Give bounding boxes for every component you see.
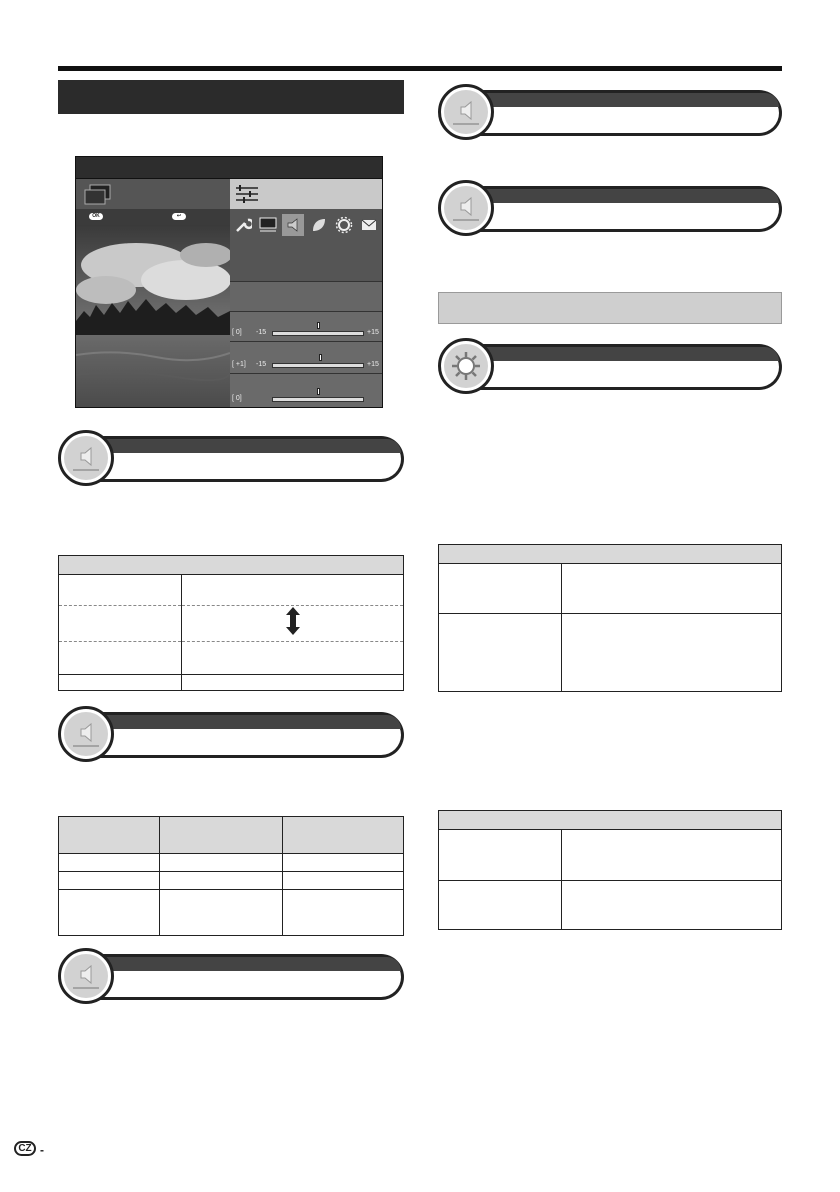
section-header-right-2 <box>438 180 782 240</box>
table-cell <box>283 872 404 890</box>
slider-2-min: -15 <box>256 361 267 368</box>
tv-menu-row-blank <box>230 281 382 311</box>
table-cell <box>182 575 404 605</box>
table-cell <box>562 614 782 692</box>
section-icon-badge <box>58 706 114 762</box>
speaker-icon <box>71 719 101 749</box>
right-table-1 <box>438 544 782 692</box>
tv-picture-tab <box>76 179 230 209</box>
left-table-2 <box>58 816 404 936</box>
slider-1-max: +15 <box>367 329 379 336</box>
subsection-title-bar <box>438 292 782 324</box>
table-header-cell <box>160 817 283 854</box>
table-cell <box>439 614 562 692</box>
tv-landscape-photo <box>76 225 230 408</box>
section-icon-badge <box>438 84 494 140</box>
table-header <box>59 556 404 575</box>
table-cell <box>59 872 160 890</box>
table-cell <box>439 830 562 881</box>
table-cell <box>562 830 782 881</box>
table-cell <box>182 642 404 674</box>
slider-1-min: -15 <box>256 329 267 336</box>
section-band <box>468 344 782 390</box>
section-band <box>88 954 404 1000</box>
table-cell <box>283 890 404 936</box>
picture-stack-icon <box>84 183 112 205</box>
section-title-bar <box>58 80 404 114</box>
tv-screenshot <box>75 156 383 408</box>
slider-3-value: [ 0] <box>232 395 242 402</box>
back-button-hint: ↩ <box>172 213 186 220</box>
section-header-right-1 <box>438 84 782 144</box>
section-icon-badge <box>438 338 494 394</box>
language-badge: CZ <box>14 1141 36 1156</box>
table-header <box>439 545 782 564</box>
table-cell <box>59 605 182 642</box>
speaker-icon[interactable] <box>282 214 304 236</box>
table-cell <box>59 575 182 605</box>
slider-2-value: [ +1] <box>232 361 246 368</box>
table-cell <box>562 881 782 930</box>
slider-1-value: [ 0] <box>232 329 242 336</box>
slider-1-track[interactable] <box>272 331 364 336</box>
tv-slider-row-2[interactable] <box>230 341 382 373</box>
slider-2-knob[interactable] <box>319 354 322 361</box>
speaker-icon <box>71 961 101 991</box>
tv-menu-icon-row <box>230 213 382 237</box>
table-cell <box>160 890 283 936</box>
table-cell <box>160 872 283 890</box>
table-cell <box>283 854 404 872</box>
speaker-icon <box>71 443 101 473</box>
settings-sliders-icon <box>234 184 260 204</box>
table-cell <box>59 674 182 690</box>
picture-adjust-icon[interactable] <box>257 214 279 236</box>
right-table-2 <box>438 810 782 930</box>
speaker-icon <box>451 97 481 127</box>
table-cell <box>182 605 404 642</box>
slider-3-track[interactable] <box>272 397 364 402</box>
gear-icon <box>450 350 482 382</box>
section-icon-badge <box>438 180 494 236</box>
section-icon-badge <box>58 948 114 1004</box>
gear-icon[interactable] <box>333 214 355 236</box>
page-number-separator: - <box>40 1143 44 1157</box>
section-band <box>468 90 782 136</box>
section-band <box>88 712 404 758</box>
section-header-right-3 <box>438 338 782 398</box>
section-icon-badge <box>58 430 114 486</box>
ok-button-hint: OK <box>89 213 103 220</box>
table-cell <box>439 881 562 930</box>
tv-slider-row-1[interactable] <box>230 311 382 341</box>
slider-2-max: +15 <box>367 361 379 368</box>
section-header-left-2 <box>58 706 404 766</box>
section-header-left-3 <box>58 948 404 1008</box>
leaf-icon[interactable] <box>308 214 330 236</box>
up-down-arrow-icon <box>285 606 301 636</box>
table-cell <box>439 564 562 614</box>
slider-2-track[interactable] <box>272 363 364 368</box>
top-rule <box>58 66 782 71</box>
envelope-icon[interactable] <box>358 214 380 236</box>
section-band <box>468 186 782 232</box>
table-cell <box>160 854 283 872</box>
slider-3-knob[interactable] <box>317 388 320 395</box>
table-cell <box>59 890 160 936</box>
tv-menu-title-bar <box>76 157 382 179</box>
table-cell <box>59 854 160 872</box>
table-cell <box>59 642 182 674</box>
tv-slider-row-3[interactable] <box>230 373 382 408</box>
section-header-left-1 <box>58 430 404 490</box>
slider-1-knob[interactable] <box>317 322 320 329</box>
left-table-1 <box>58 555 404 691</box>
tv-settings-tab <box>230 179 382 209</box>
table-header-cell <box>59 817 160 854</box>
speaker-icon <box>451 193 481 223</box>
table-header <box>439 811 782 830</box>
table-header-cell <box>283 817 404 854</box>
table-cell <box>182 674 404 690</box>
wrench-icon[interactable] <box>232 214 254 236</box>
table-cell <box>562 564 782 614</box>
section-band <box>88 436 404 482</box>
tv-button-hints <box>76 209 230 225</box>
